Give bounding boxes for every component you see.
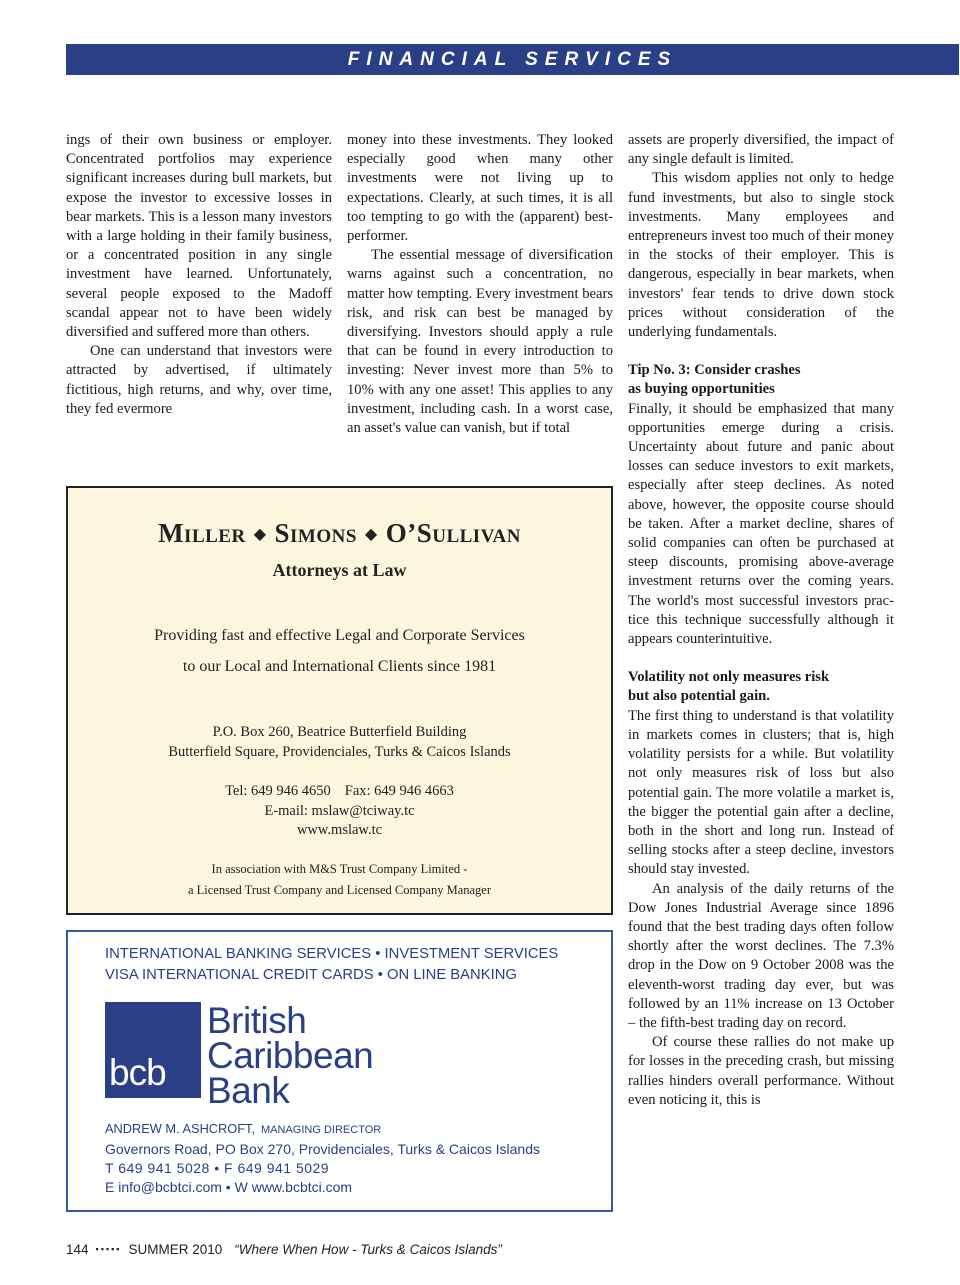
page-number: 144 — [66, 1242, 89, 1257]
paragraph: Of course these rallies do not make up for losses in the preceding crash, but missing rallies hinders overall performance. Without even noticing it, this is — [628, 1034, 894, 1108]
address-line: Butterfield Square, Providenciales, Turks & Caicos Islands — [168, 744, 511, 760]
issue: SUMMER 2010 — [128, 1242, 223, 1257]
section-title: FINANCIAL SERVICES — [347, 48, 678, 70]
bank-advertisement — [66, 930, 613, 1212]
paragraph: Finally, it should be emphasized that many opportunities emerge during a crisis. Uncertainty about future and panic about losses can seduce investors to exit markets, especially after steep declines. As noted above, however, the opposite course should be taken. After a market decline, shares of solid companies can often be purchased at steep discounts, promising above-average investment returns over the coming years. The world's most successful investors practice this technique successfully although it appears counterintuitive. — [628, 400, 894, 648]
contact-line: E info@bcbtci.com • W www.bcbtci.com — [105, 1179, 353, 1195]
paragraph: The first thing to understand is that volatility in markets comes in clusters; that is, high volatility persists for a while. But volatility not only measures risk of loss but also potential gain. The more volatile a market is, the bigger the potential gain after a decline, both in the short and long run. Instead of selling stocks after a steep decline, investors should stay invested. — [628, 707, 894, 878]
services-line: INTERNATIONAL BANKING SERVICES • INVESTMENT SERVICES — [105, 946, 559, 962]
services-line: VISA INTERNATIONAL CREDIT CARDS • ON LINE BANKING — [105, 967, 517, 983]
article-column-2 — [347, 131, 613, 438]
contact-line: Governors Road, PO Box 270, Providenciales, Turks & Caicos Islands — [105, 1141, 540, 1157]
bank-name: British — [207, 1000, 307, 1041]
subheading-tip-3: Tip No. 3: Consider crashes as buying opportunities — [628, 362, 801, 398]
article-column-3 — [628, 131, 894, 1110]
bank-logo — [105, 1002, 201, 1098]
footer-dots: ▪▪▪▪▪ — [95, 1244, 122, 1254]
page-footer — [66, 1242, 502, 1257]
logo-text: bcb — [109, 1052, 166, 1093]
subheading-volatility: Volatility not only measures risk but also potential gain. — [628, 669, 830, 705]
magazine-tagline: “Where When How - Turks & Caicos Islands” — [234, 1242, 502, 1257]
paragraph: An analysis of the daily returns of the Dow Jones Industrial Average since 1896 found that the best trading days often follow shortly after the worst declines. The 7.3% drop in the Dow on 9 October 2008 was the eleventh-worst trading day ever, but was followed by an 11% increase on 13 October – the fifth-best trading day on record. — [628, 880, 894, 1031]
law-firm-advertisement — [66, 486, 613, 915]
section-header — [66, 44, 959, 75]
paragraph: One can understand that investors were attracted by advertised, if ultimately fictitious, high returns, and why, over time, they fed evermore — [66, 343, 332, 417]
paragraph: The essential message of diversification warns against such a concentration, no matter how tempting. Every investment bears risk, and risk can best be managed by diversifying. Investors should apply a rule that can be found in every introduction to investing: Never invest more than 5% to 10% with any one asset! This applies to any investment, including cash. In a worst case, an asset's value can vanish, but if total — [347, 247, 613, 437]
firm-subtitle: Attorneys at Law — [272, 560, 407, 580]
website: www.mslaw.tc — [296, 822, 383, 838]
email: E-mail: mslaw@tciway.tc — [264, 803, 415, 819]
bank-name: Caribbean — [207, 1035, 374, 1076]
address-line: P.O. Box 260, Beatrice Butterfield Building — [212, 724, 467, 740]
paragraph: This wisdom applies not only to hedge fund investments, but also to single stock investments. Many employees and entrepreneurs invest too much of their money in the stocks of their employer. This is dangerous, especially in bear markets, when investors' fear tends to drive down stock prices without consideration of the underlying fundamentals. — [628, 170, 894, 341]
tel: Tel: 649 946 4650 — [225, 783, 331, 799]
tagline: Providing fast and effective Legal and Corporate Services — [154, 627, 525, 644]
association-line: In association with M&S Trust Company Limited - — [211, 862, 468, 876]
diamond-icon: ◆ — [253, 526, 267, 543]
diamond-icon: ◆ — [364, 526, 378, 543]
association-line: a Licensed Trust Company and Licensed Company Manager — [187, 883, 492, 897]
firm-name: Miller ◆ Simons ◆ O’Sullivan — [158, 518, 521, 548]
phone-line — [68, 783, 611, 800]
fax: Fax: 649 946 4663 — [344, 783, 454, 799]
manager-line: ANDREW M. ASHCROFT, MANAGING DIRECTOR — [105, 1121, 382, 1136]
contact-line: T 649 941 5028 • F 649 941 5029 — [105, 1160, 330, 1176]
paragraph: assets are properly diversified, the impact of any single default is limited. — [628, 132, 894, 168]
bank-name: Bank — [207, 1070, 290, 1111]
tagline: to our Local and International Clients since 1981 — [182, 658, 497, 675]
paragraph: ings of their own business or employer. Concentrated portfolios may experience significant increases during bull markets, but expose the investor to excessive losses in bear markets. This is a lesson many investors with a large holding in their family business, or a concentrated position in any single investment have learned. Unfortunately, several people exposed to the Madoff scandal appear not to have been widely diversified and suffered more than others. — [66, 132, 332, 341]
article-column-1 — [66, 131, 332, 419]
paragraph: money into these investments. They looked especially good when many other investments were not living up to expectations. Clearly, at such times, it is all too tempting to go with the (apparent) best-performer. — [347, 132, 613, 245]
